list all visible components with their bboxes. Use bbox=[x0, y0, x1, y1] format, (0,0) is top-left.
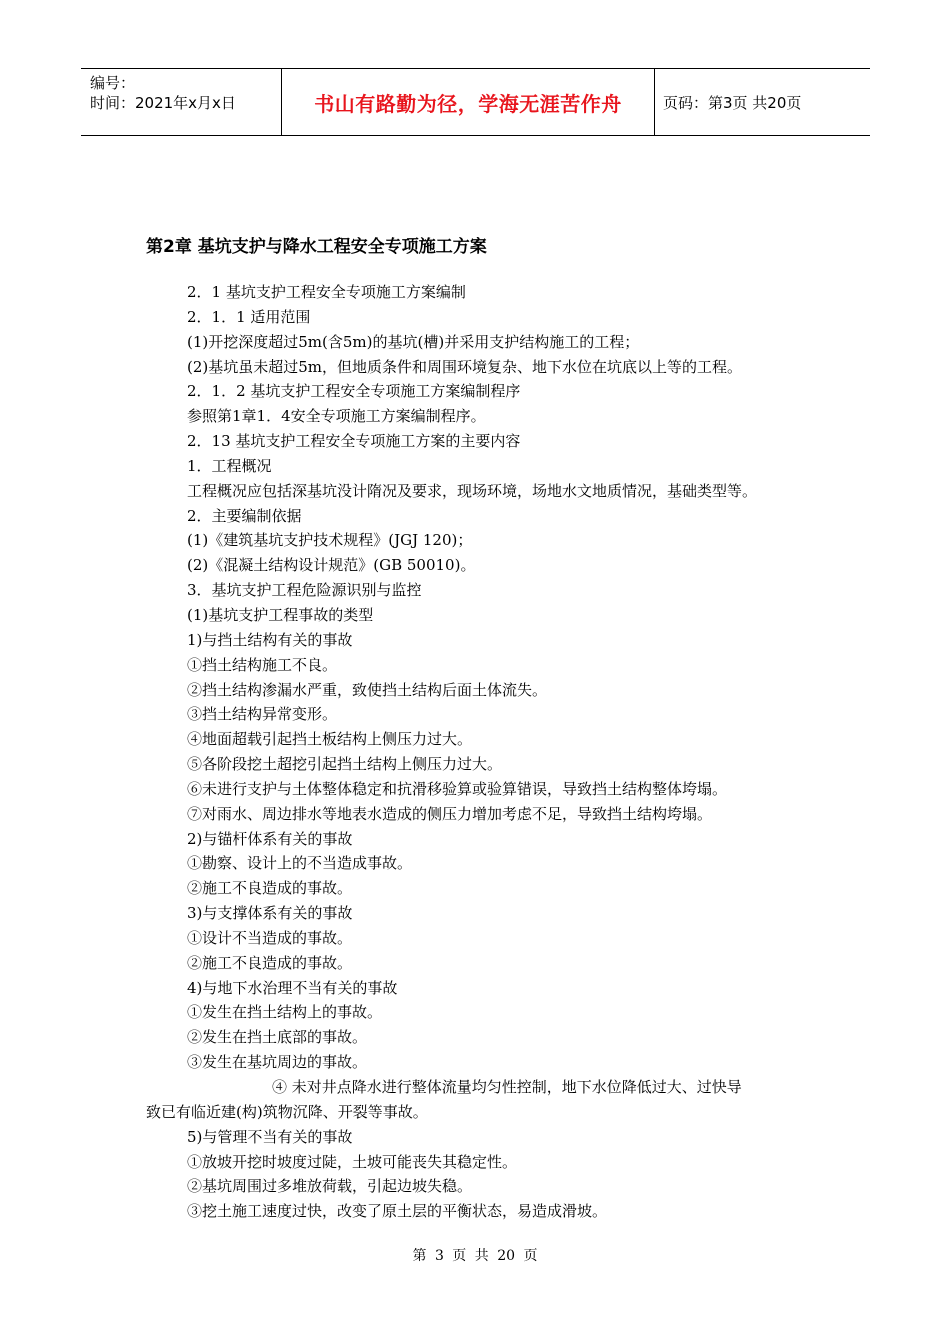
item-heading: 3．基坑支护工程危险源识别与监控 bbox=[187, 581, 422, 600]
list-item: ⑤各阶段挖土超挖引起挡土结构上侧压力过大。 bbox=[187, 755, 503, 774]
list-item: ①设计不当造成的事故。 bbox=[187, 928, 353, 947]
paragraph-line: (2)基坑虽未超过5m，但地质条件和周围环境复杂、地下水位在坑底以上等的工程。 bbox=[187, 357, 743, 376]
list-item: ⑥未进行支护与土体整体稳定和抗滑移验算或验算错误，导致挡土结构整体垮塌。 bbox=[187, 779, 728, 798]
section-heading: 2．1 基坑支护工程安全专项施工方案编制 bbox=[187, 283, 466, 301]
document-number-label: 编号： bbox=[90, 74, 136, 92]
list-item: ③发生在基坑周边的事故。 bbox=[187, 1053, 368, 1072]
paragraph-line: 致已有临近建(构)筑物沉降、开裂等事故。 bbox=[146, 1102, 428, 1121]
header-motto: 书山有路勤为径，学海无涯苦作舟 bbox=[282, 69, 655, 135]
list-item: ④地面超载引起挡土板结构上侧压力过大。 bbox=[187, 730, 473, 749]
list-item: ③挖土施工速度过快，改变了原土层的平衡状态，易造成滑坡。 bbox=[187, 1202, 608, 1221]
paragraph-line: 4)与地下水治理不当有关的事故 bbox=[187, 978, 398, 997]
paragraph-line: 1)与挡土结构有关的事故 bbox=[187, 630, 353, 649]
list-item: ①挡土结构施工不良。 bbox=[187, 655, 338, 674]
paragraph-line: 参照第1章1．4安全专项施工方案编制程序。 bbox=[187, 407, 486, 426]
header-page-number: 页码：第3页 共20页 bbox=[663, 93, 802, 112]
list-item: ②挡土结构渗漏水严重，致使挡土结构后面土体流失。 bbox=[187, 680, 548, 699]
list-item: ①发生在挡土结构上的事故。 bbox=[187, 1003, 383, 1022]
header-meta bbox=[81, 69, 282, 135]
document-date: 时间：2021年x月x日 bbox=[90, 94, 236, 112]
paragraph-line: 3)与支撑体系有关的事故 bbox=[187, 904, 353, 923]
subsection-heading: 2．1．2 基坑支护工程安全专项施工方案编制程序 bbox=[187, 382, 521, 401]
list-item: ①勘察、设计上的不当造成事故。 bbox=[187, 854, 413, 873]
chapter-title: 第2章 基坑支护与降水工程安全专项施工方案 bbox=[146, 237, 487, 257]
paragraph-line: (2)《混凝土结构设计规范》(GB 50010)。 bbox=[187, 556, 476, 575]
paragraph-line: 5)与管理不当有关的事故 bbox=[187, 1127, 353, 1146]
list-item: ④ 未对井点降水进行整体流量均匀性控制，地下水位降低过大、过快导 bbox=[272, 1078, 742, 1096]
list-item: ②发生在挡土底部的事故。 bbox=[187, 1028, 368, 1047]
list-item: ⑦对雨水、周边排水等地表水造成的侧压力增加考虑不足，导致挡土结构垮塌。 bbox=[187, 804, 713, 823]
paragraph-line: (1)基坑支护工程事故的类型 bbox=[187, 605, 374, 624]
paragraph-line: 2)与锚杆体系有关的事故 bbox=[187, 829, 353, 848]
item-heading: 2．主要编制依据 bbox=[187, 506, 302, 525]
document-body bbox=[146, 280, 826, 1224]
list-item: ②基坑周围过多堆放荷载，引起边坡失稳。 bbox=[187, 1177, 473, 1196]
paragraph-line: 工程概况应包括深基坑没计隋况及要求，现场环境，场地水文地质情况，基础类型等。 bbox=[187, 481, 758, 500]
paragraph-line: (1)开挖深度超过5m(含5m)的基坑(槽)并采用支护结构施工的工程； bbox=[187, 332, 640, 351]
paragraph-line: (1)《建筑基坑支护技术规程》(JGJ 120)； bbox=[187, 531, 473, 550]
page-header bbox=[81, 68, 870, 136]
item-heading: 1．工程概况 bbox=[187, 456, 272, 475]
page-footer: 第 3 页 共 20 页 bbox=[412, 1248, 538, 1264]
list-item: ②施工不良造成的事故。 bbox=[187, 879, 353, 898]
subsection-heading: 2．1．1 适用范围 bbox=[187, 307, 311, 326]
subsection-heading: 2．13 基坑支护工程安全专项施工方案的主要内容 bbox=[187, 432, 521, 451]
list-item: ①放坡开挖时坡度过陡，土坡可能丧失其稳定性。 bbox=[187, 1152, 518, 1171]
list-item: ③挡土结构异常变形。 bbox=[187, 705, 338, 724]
list-item: ②施工不良造成的事故。 bbox=[187, 953, 353, 972]
